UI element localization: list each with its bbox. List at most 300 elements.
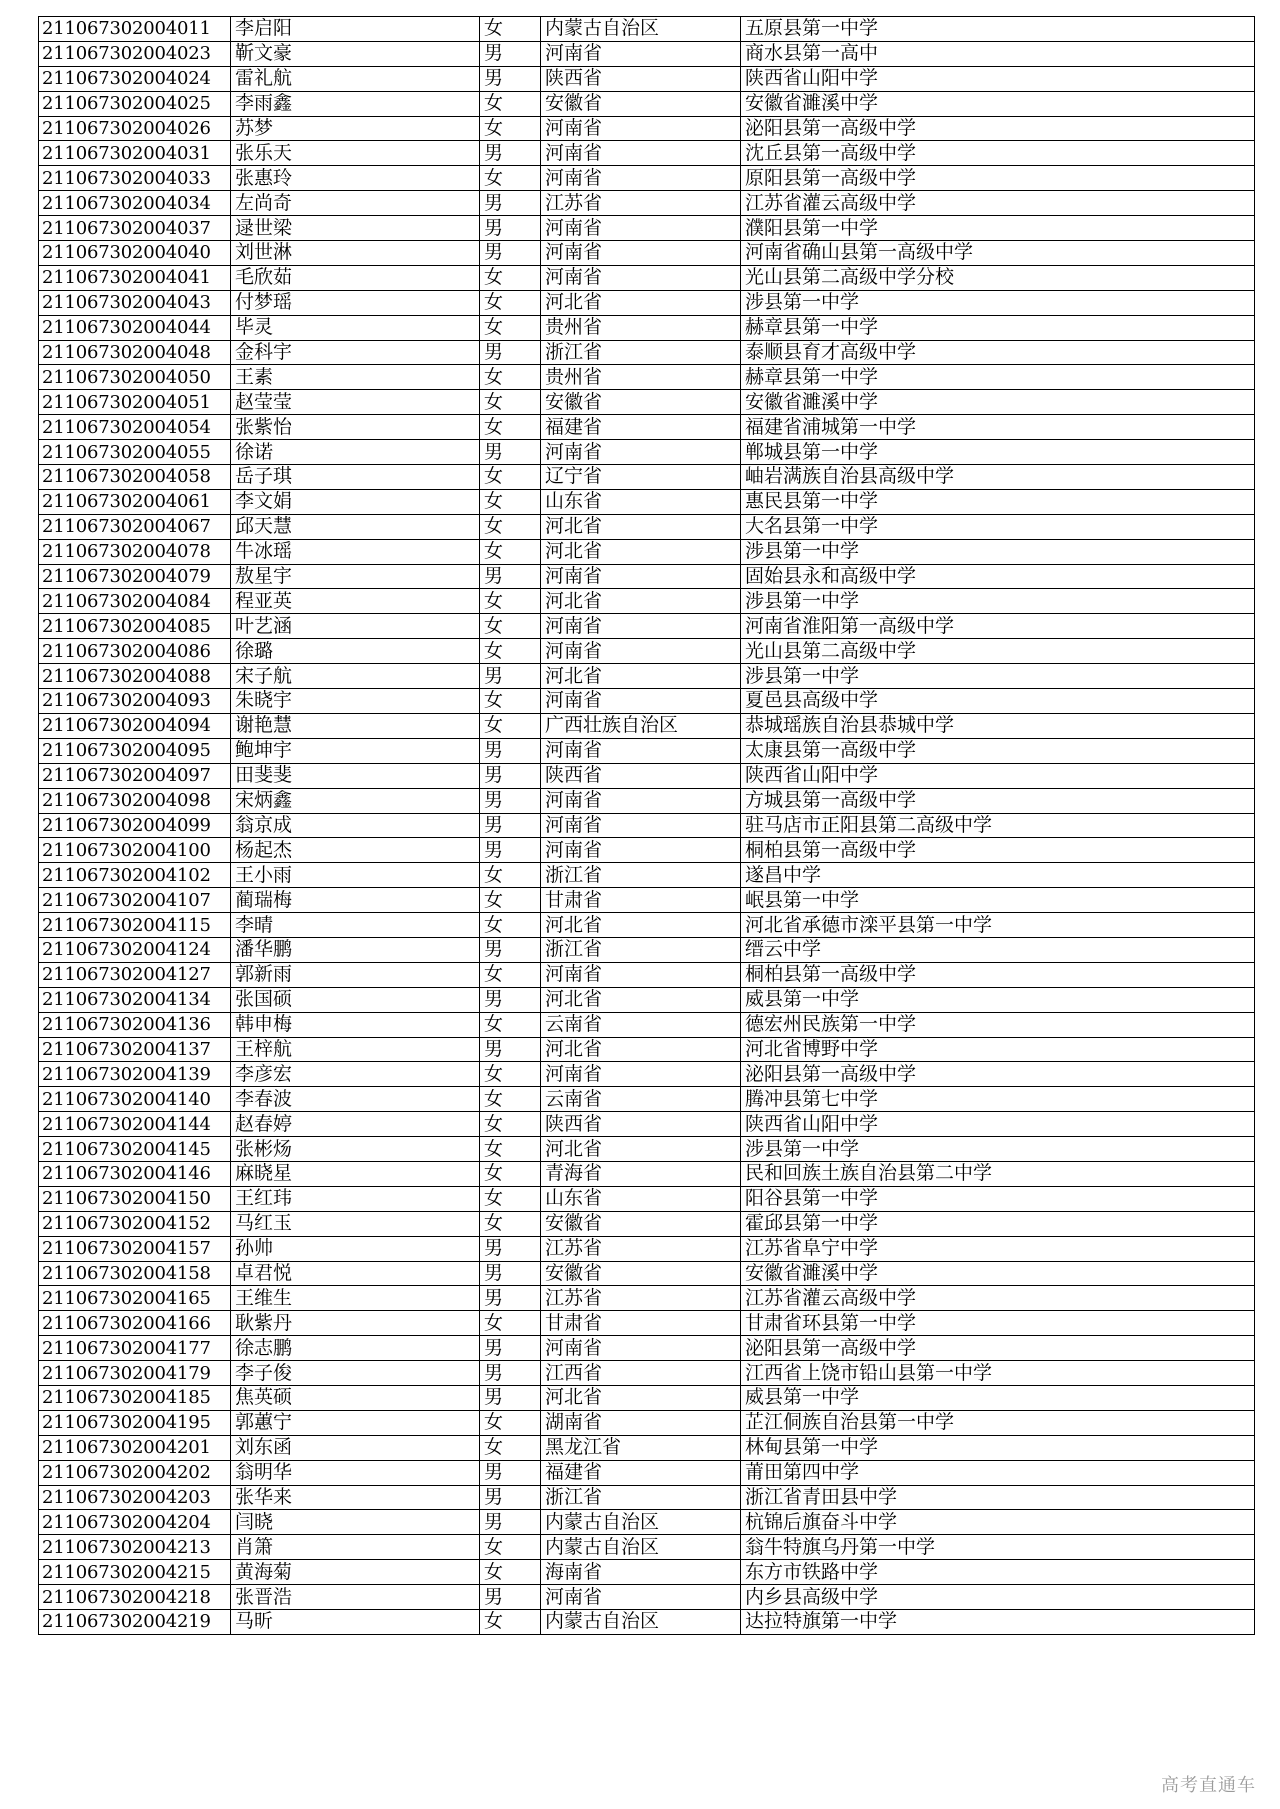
gender-cell: 男: [480, 191, 541, 216]
school-cell: 河南省确山县第一高级中学: [741, 241, 1255, 266]
province-cell: 河北省: [541, 589, 741, 614]
name-cell: 付梦瑶: [231, 290, 480, 315]
province-cell: 河南省: [541, 1585, 741, 1610]
school-cell: 沈丘县第一高级中学: [741, 141, 1255, 166]
gender-cell: 女: [480, 1535, 541, 1560]
school-cell: 大名县第一中学: [741, 514, 1255, 539]
student-list-body: [39, 17, 1255, 1635]
gender-cell: 女: [480, 315, 541, 340]
candidate-id-cell: 211067302004201: [39, 1435, 231, 1460]
name-cell: 耿紫丹: [231, 1311, 480, 1336]
candidate-id-cell: 211067302004127: [39, 962, 231, 987]
table-row: [39, 1161, 1255, 1186]
province-cell: 陕西省: [541, 763, 741, 788]
gender-cell: 女: [480, 17, 541, 42]
province-cell: 河北省: [541, 290, 741, 315]
gender-cell: 女: [480, 888, 541, 913]
name-cell: 肖箫: [231, 1535, 480, 1560]
name-cell: 张乐天: [231, 141, 480, 166]
school-cell: 江苏省阜宁中学: [741, 1236, 1255, 1261]
province-cell: 江苏省: [541, 1286, 741, 1311]
candidate-id-cell: 211067302004107: [39, 888, 231, 913]
gender-cell: 女: [480, 713, 541, 738]
gender-cell: 男: [480, 664, 541, 689]
candidate-id-cell: 211067302004213: [39, 1535, 231, 1560]
province-cell: 浙江省: [541, 863, 741, 888]
name-cell: 马红玉: [231, 1211, 480, 1236]
gender-cell: 男: [480, 763, 541, 788]
province-cell: 内蒙古自治区: [541, 17, 741, 42]
gender-cell: 女: [480, 265, 541, 290]
table-row: [39, 1112, 1255, 1137]
province-cell: 河南省: [541, 962, 741, 987]
name-cell: 翁京成: [231, 813, 480, 838]
gender-cell: 女: [480, 465, 541, 490]
name-cell: 焦英硕: [231, 1385, 480, 1410]
candidate-id-cell: 211067302004179: [39, 1361, 231, 1386]
name-cell: 毕灵: [231, 315, 480, 340]
table-row: [39, 987, 1255, 1012]
province-cell: 河北省: [541, 987, 741, 1012]
school-cell: 河南省淮阳第一高级中学: [741, 614, 1255, 639]
province-cell: 辽宁省: [541, 465, 741, 490]
gender-cell: 女: [480, 614, 541, 639]
school-cell: 涉县第一中学: [741, 539, 1255, 564]
province-cell: 内蒙古自治区: [541, 1535, 741, 1560]
table-row: [39, 1361, 1255, 1386]
school-cell: 商水县第一高中: [741, 41, 1255, 66]
school-cell: 东方市铁路中学: [741, 1560, 1255, 1585]
student-list-table: [38, 16, 1255, 1635]
province-cell: 河南省: [541, 1062, 741, 1087]
province-cell: 江苏省: [541, 1236, 741, 1261]
name-cell: 毛欣茹: [231, 265, 480, 290]
candidate-id-cell: 211067302004100: [39, 838, 231, 863]
table-row: [39, 1560, 1255, 1585]
name-cell: 李雨鑫: [231, 91, 480, 116]
province-cell: 安徽省: [541, 1261, 741, 1286]
table-row: [39, 241, 1255, 266]
table-row: [39, 365, 1255, 390]
school-cell: 浙江省青田县中学: [741, 1485, 1255, 1510]
school-cell: 福建省浦城第一中学: [741, 415, 1255, 440]
table-row: [39, 1460, 1255, 1485]
gender-cell: 男: [480, 1336, 541, 1361]
candidate-id-cell: 211067302004011: [39, 17, 231, 42]
gender-cell: 女: [480, 1211, 541, 1236]
gender-cell: 女: [480, 1610, 541, 1635]
school-cell: 内乡县高级中学: [741, 1585, 1255, 1610]
province-cell: 河南省: [541, 141, 741, 166]
province-cell: 浙江省: [541, 937, 741, 962]
table-row: [39, 664, 1255, 689]
table-row: [39, 589, 1255, 614]
gender-cell: 女: [480, 489, 541, 514]
table-row: [39, 216, 1255, 241]
school-cell: 陕西省山阳中学: [741, 763, 1255, 788]
name-cell: 邱天慧: [231, 514, 480, 539]
gender-cell: 男: [480, 738, 541, 763]
province-cell: 河北省: [541, 1037, 741, 1062]
school-cell: 达拉特旗第一中学: [741, 1610, 1255, 1635]
candidate-id-cell: 211067302004098: [39, 788, 231, 813]
name-cell: 韩申梅: [231, 1012, 480, 1037]
table-row: [39, 813, 1255, 838]
table-row: [39, 1435, 1255, 1460]
gender-cell: 女: [480, 1112, 541, 1137]
province-cell: 河南省: [541, 614, 741, 639]
gender-cell: 女: [480, 415, 541, 440]
province-cell: 河北省: [541, 514, 741, 539]
gender-cell: 女: [480, 639, 541, 664]
province-cell: 湖南省: [541, 1410, 741, 1435]
table-row: [39, 1037, 1255, 1062]
school-cell: 德宏州民族第一中学: [741, 1012, 1255, 1037]
gender-cell: 男: [480, 1485, 541, 1510]
school-cell: 遂昌中学: [741, 863, 1255, 888]
candidate-id-cell: 211067302004094: [39, 713, 231, 738]
candidate-id-cell: 211067302004218: [39, 1585, 231, 1610]
candidate-id-cell: 211067302004204: [39, 1510, 231, 1535]
gender-cell: 女: [480, 1560, 541, 1585]
candidate-id-cell: 211067302004084: [39, 589, 231, 614]
name-cell: 叶艺涵: [231, 614, 480, 639]
table-row: [39, 962, 1255, 987]
name-cell: 杨起杰: [231, 838, 480, 863]
gender-cell: 女: [480, 1161, 541, 1186]
gender-cell: 女: [480, 166, 541, 191]
table-row: [39, 340, 1255, 365]
school-cell: 赫章县第一中学: [741, 365, 1255, 390]
table-row: [39, 614, 1255, 639]
table-row: [39, 788, 1255, 813]
province-cell: 福建省: [541, 415, 741, 440]
school-cell: 原阳县第一高级中学: [741, 166, 1255, 191]
gender-cell: 男: [480, 1361, 541, 1386]
candidate-id-cell: 211067302004031: [39, 141, 231, 166]
province-cell: 河南省: [541, 216, 741, 241]
candidate-id-cell: 211067302004145: [39, 1137, 231, 1162]
school-cell: 太康县第一高级中学: [741, 738, 1255, 763]
school-cell: 甘肃省环县第一中学: [741, 1311, 1255, 1336]
table-row: [39, 937, 1255, 962]
province-cell: 海南省: [541, 1560, 741, 1585]
name-cell: 刘世淋: [231, 241, 480, 266]
school-cell: 泰顺县育才高级中学: [741, 340, 1255, 365]
school-cell: 安徽省濉溪中学: [741, 390, 1255, 415]
school-cell: 河北省承德市滦平县第一中学: [741, 913, 1255, 938]
candidate-id-cell: 211067302004050: [39, 365, 231, 390]
gender-cell: 女: [480, 1186, 541, 1211]
candidate-id-cell: 211067302004099: [39, 813, 231, 838]
school-cell: 江苏省灌云高级中学: [741, 1286, 1255, 1311]
school-cell: 陕西省山阳中学: [741, 66, 1255, 91]
province-cell: 黑龙江省: [541, 1435, 741, 1460]
gender-cell: 女: [480, 863, 541, 888]
table-row: [39, 265, 1255, 290]
name-cell: 田斐斐: [231, 763, 480, 788]
name-cell: 李启阳: [231, 17, 480, 42]
candidate-id-cell: 211067302004152: [39, 1211, 231, 1236]
name-cell: 李子俊: [231, 1361, 480, 1386]
school-cell: 泌阳县第一高级中学: [741, 1336, 1255, 1361]
candidate-id-cell: 211067302004144: [39, 1112, 231, 1137]
name-cell: 蔺瑞梅: [231, 888, 480, 913]
name-cell: 金科宇: [231, 340, 480, 365]
candidate-id-cell: 211067302004219: [39, 1610, 231, 1635]
school-cell: 杭锦后旗奋斗中学: [741, 1510, 1255, 1535]
candidate-id-cell: 211067302004165: [39, 1286, 231, 1311]
table-row: [39, 415, 1255, 440]
table-row: [39, 1410, 1255, 1435]
province-cell: 河南省: [541, 41, 741, 66]
province-cell: 青海省: [541, 1161, 741, 1186]
name-cell: 赵莹莹: [231, 390, 480, 415]
table-row: [39, 1012, 1255, 1037]
name-cell: 逯世梁: [231, 216, 480, 241]
school-cell: 安徽省濉溪中学: [741, 91, 1255, 116]
name-cell: 张惠玲: [231, 166, 480, 191]
candidate-id-cell: 211067302004078: [39, 539, 231, 564]
name-cell: 李春波: [231, 1087, 480, 1112]
province-cell: 陕西省: [541, 1112, 741, 1137]
table-row: [39, 440, 1255, 465]
name-cell: 朱晓宇: [231, 689, 480, 714]
school-cell: 腾冲县第七中学: [741, 1087, 1255, 1112]
school-cell: 霍邱县第一中学: [741, 1211, 1255, 1236]
gender-cell: 男: [480, 1286, 541, 1311]
name-cell: 王素: [231, 365, 480, 390]
candidate-id-cell: 211067302004157: [39, 1236, 231, 1261]
gender-cell: 男: [480, 1510, 541, 1535]
name-cell: 岳子琪: [231, 465, 480, 490]
name-cell: 黄海菊: [231, 1560, 480, 1585]
table-row: [39, 564, 1255, 589]
gender-cell: 男: [480, 141, 541, 166]
table-row: [39, 17, 1255, 42]
school-cell: 桐柏县第一高级中学: [741, 838, 1255, 863]
province-cell: 浙江省: [541, 1485, 741, 1510]
school-cell: 陕西省山阳中学: [741, 1112, 1255, 1137]
table-row: [39, 315, 1255, 340]
name-cell: 卓君悦: [231, 1261, 480, 1286]
school-cell: 莆田第四中学: [741, 1460, 1255, 1485]
gender-cell: 男: [480, 1236, 541, 1261]
province-cell: 河北省: [541, 539, 741, 564]
school-cell: 夏邑县高级中学: [741, 689, 1255, 714]
table-row: [39, 1211, 1255, 1236]
candidate-id-cell: 211067302004044: [39, 315, 231, 340]
table-row: [39, 838, 1255, 863]
table-row: [39, 888, 1255, 913]
province-cell: 河南省: [541, 1336, 741, 1361]
table-row: [39, 1610, 1255, 1635]
table-row: [39, 1186, 1255, 1211]
table-row: [39, 713, 1255, 738]
table-row: [39, 390, 1255, 415]
province-cell: 河南省: [541, 738, 741, 763]
province-cell: 安徽省: [541, 91, 741, 116]
name-cell: 敖星宇: [231, 564, 480, 589]
gender-cell: 女: [480, 514, 541, 539]
candidate-id-cell: 211067302004195: [39, 1410, 231, 1435]
province-cell: 内蒙古自治区: [541, 1610, 741, 1635]
candidate-id-cell: 211067302004043: [39, 290, 231, 315]
name-cell: 张国硕: [231, 987, 480, 1012]
province-cell: 河南省: [541, 440, 741, 465]
name-cell: 王维生: [231, 1286, 480, 1311]
province-cell: 甘肃省: [541, 1311, 741, 1336]
school-cell: 民和回族土族自治县第二中学: [741, 1161, 1255, 1186]
table-row: [39, 689, 1255, 714]
school-cell: 郸城县第一中学: [741, 440, 1255, 465]
name-cell: 潘华鹏: [231, 937, 480, 962]
gender-cell: 男: [480, 41, 541, 66]
table-row: [39, 1087, 1255, 1112]
province-cell: 河南省: [541, 265, 741, 290]
gender-cell: 女: [480, 91, 541, 116]
table-row: [39, 1510, 1255, 1535]
province-cell: 浙江省: [541, 340, 741, 365]
table-row: [39, 465, 1255, 490]
gender-cell: 男: [480, 1460, 541, 1485]
candidate-id-cell: 211067302004026: [39, 116, 231, 141]
gender-cell: 男: [480, 66, 541, 91]
candidate-id-cell: 211067302004137: [39, 1037, 231, 1062]
school-cell: 阳谷县第一中学: [741, 1186, 1255, 1211]
candidate-id-cell: 211067302004037: [39, 216, 231, 241]
gender-cell: 男: [480, 564, 541, 589]
candidate-id-cell: 211067302004140: [39, 1087, 231, 1112]
candidate-id-cell: 211067302004095: [39, 738, 231, 763]
school-cell: 泌阳县第一高级中学: [741, 116, 1255, 141]
candidate-id-cell: 211067302004061: [39, 489, 231, 514]
gender-cell: 女: [480, 962, 541, 987]
gender-cell: 女: [480, 365, 541, 390]
gender-cell: 女: [480, 1435, 541, 1460]
gender-cell: 女: [480, 1311, 541, 1336]
province-cell: 河北省: [541, 1385, 741, 1410]
candidate-id-cell: 211067302004166: [39, 1311, 231, 1336]
school-cell: 光山县第二高级中学分校: [741, 265, 1255, 290]
candidate-id-cell: 211067302004058: [39, 465, 231, 490]
school-cell: 五原县第一中学: [741, 17, 1255, 42]
table-row: [39, 738, 1255, 763]
table-row: [39, 141, 1255, 166]
name-cell: 宋炳鑫: [231, 788, 480, 813]
province-cell: 河南省: [541, 689, 741, 714]
gender-cell: 女: [480, 1012, 541, 1037]
candidate-id-cell: 211067302004185: [39, 1385, 231, 1410]
table-row: [39, 91, 1255, 116]
gender-cell: 女: [480, 539, 541, 564]
name-cell: 徐璐: [231, 639, 480, 664]
school-cell: 涉县第一中学: [741, 664, 1255, 689]
province-cell: 内蒙古自治区: [541, 1510, 741, 1535]
candidate-id-cell: 211067302004124: [39, 937, 231, 962]
gender-cell: 女: [480, 589, 541, 614]
candidate-id-cell: 211067302004079: [39, 564, 231, 589]
candidate-id-cell: 211067302004146: [39, 1161, 231, 1186]
candidate-id-cell: 211067302004202: [39, 1460, 231, 1485]
school-cell: 岷县第一中学: [741, 888, 1255, 913]
school-cell: 桐柏县第一高级中学: [741, 962, 1255, 987]
name-cell: 赵春婷: [231, 1112, 480, 1137]
name-cell: 翁明华: [231, 1460, 480, 1485]
candidate-id-cell: 211067302004040: [39, 241, 231, 266]
table-row: [39, 539, 1255, 564]
table-row: [39, 41, 1255, 66]
name-cell: 苏梦: [231, 116, 480, 141]
province-cell: 江苏省: [541, 191, 741, 216]
gender-cell: 女: [480, 1087, 541, 1112]
name-cell: 张彬炀: [231, 1137, 480, 1162]
table-row: [39, 1311, 1255, 1336]
name-cell: 牛冰瑶: [231, 539, 480, 564]
school-cell: 光山县第二高级中学: [741, 639, 1255, 664]
gender-cell: 女: [480, 913, 541, 938]
name-cell: 张华来: [231, 1485, 480, 1510]
school-cell: 方城县第一高级中学: [741, 788, 1255, 813]
gender-cell: 男: [480, 216, 541, 241]
name-cell: 孙帅: [231, 1236, 480, 1261]
candidate-id-cell: 211067302004115: [39, 913, 231, 938]
name-cell: 左尚奇: [231, 191, 480, 216]
table-row: [39, 1535, 1255, 1560]
school-cell: 河北省博野中学: [741, 1037, 1255, 1062]
school-cell: 芷江侗族自治县第一中学: [741, 1410, 1255, 1435]
table-row: [39, 1585, 1255, 1610]
school-cell: 泌阳县第一高级中学: [741, 1062, 1255, 1087]
name-cell: 王梓航: [231, 1037, 480, 1062]
gender-cell: 女: [480, 1062, 541, 1087]
candidate-id-cell: 211067302004034: [39, 191, 231, 216]
gender-cell: 男: [480, 1585, 541, 1610]
gender-cell: 女: [480, 1410, 541, 1435]
school-cell: 林甸县第一中学: [741, 1435, 1255, 1460]
candidate-id-cell: 211067302004177: [39, 1336, 231, 1361]
province-cell: 广西壮族自治区: [541, 713, 741, 738]
province-cell: 河北省: [541, 913, 741, 938]
name-cell: 马昕: [231, 1610, 480, 1635]
gender-cell: 男: [480, 838, 541, 863]
table-row: [39, 66, 1255, 91]
name-cell: 雷礼航: [231, 66, 480, 91]
school-cell: 涉县第一中学: [741, 290, 1255, 315]
name-cell: 郭新雨: [231, 962, 480, 987]
school-cell: 涉县第一中学: [741, 589, 1255, 614]
province-cell: 河南省: [541, 813, 741, 838]
gender-cell: 男: [480, 937, 541, 962]
school-cell: 恭城瑶族自治县恭城中学: [741, 713, 1255, 738]
name-cell: 靳文豪: [231, 41, 480, 66]
province-cell: 河北省: [541, 664, 741, 689]
school-cell: 惠民县第一中学: [741, 489, 1255, 514]
province-cell: 河南省: [541, 241, 741, 266]
name-cell: 徐诺: [231, 440, 480, 465]
table-row: [39, 1485, 1255, 1510]
watermark-text: 高考直通车: [1161, 1775, 1256, 1796]
candidate-id-cell: 211067302004085: [39, 614, 231, 639]
candidate-id-cell: 211067302004067: [39, 514, 231, 539]
table-row: [39, 1236, 1255, 1261]
table-row: [39, 913, 1255, 938]
province-cell: 陕西省: [541, 66, 741, 91]
name-cell: 张晋浩: [231, 1585, 480, 1610]
name-cell: 张紫怡: [231, 415, 480, 440]
candidate-id-cell: 211067302004093: [39, 689, 231, 714]
school-cell: 赫章县第一中学: [741, 315, 1255, 340]
